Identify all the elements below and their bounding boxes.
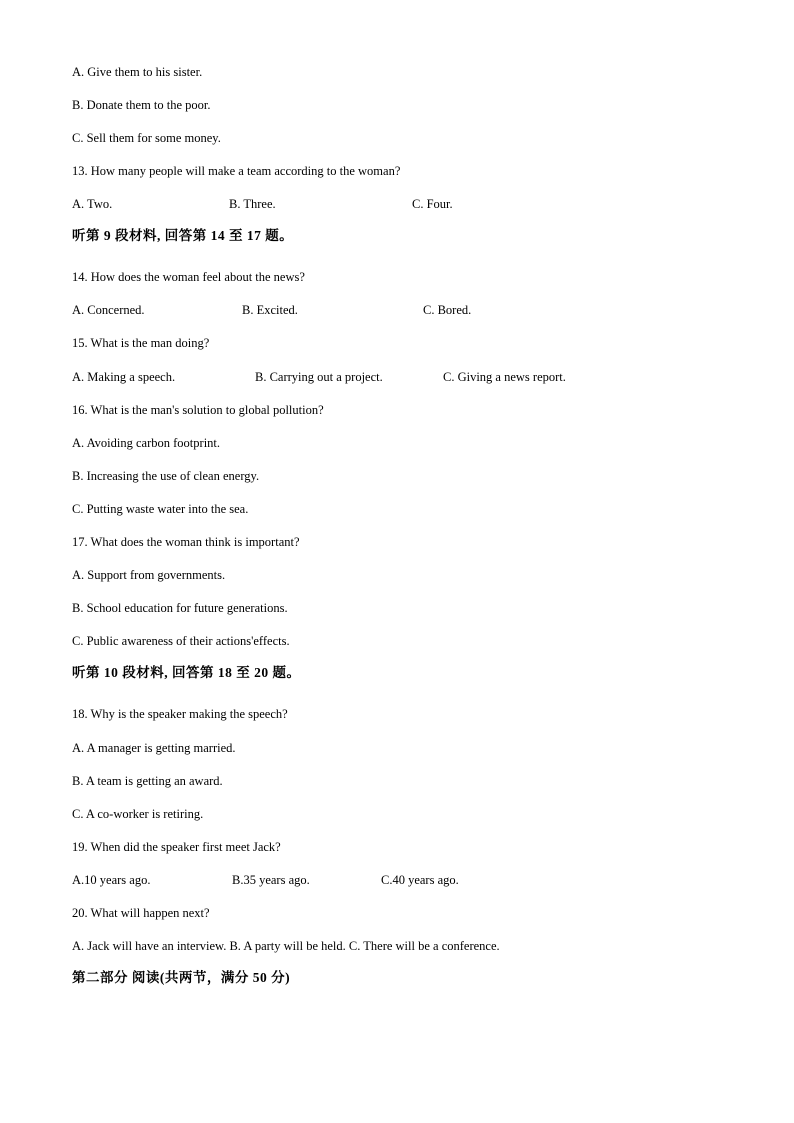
- q15-question: 15. What is the man doing?: [72, 336, 210, 350]
- q12-option-c: C. Sell them for some money.: [72, 131, 221, 145]
- q13-question: 13. How many people will make a team according to the woman?: [72, 164, 401, 178]
- q18-option-b: B. A team is getting an award.: [72, 774, 223, 788]
- q12-option-b: B. Donate them to the poor.: [72, 98, 211, 112]
- q13-option-b: B. Three.: [229, 197, 276, 211]
- q19-question: 19. When did the speaker first meet Jack?: [72, 840, 281, 854]
- section-9-heading: 听第 9 段材料, 回答第 14 至 17 题。: [72, 228, 294, 243]
- q16-option-a: A. Avoiding carbon footprint.: [72, 436, 221, 450]
- q17-question: 17. What does the woman think is important?: [72, 535, 300, 549]
- q13-option-c: C. Four.: [412, 197, 453, 211]
- q18-option-c: C. A co-worker is retiring.: [72, 807, 204, 821]
- q14-question: 14. How does the woman feel about the news?: [72, 270, 305, 284]
- q17-option-c: C. Public awareness of their actions'effects.: [72, 634, 290, 648]
- q16-question: 16. What is the man's solution to global pollution?: [72, 403, 324, 417]
- q15-option-a: A. Making a speech.: [72, 370, 176, 384]
- q13-option-a: A. Two.: [72, 197, 113, 211]
- q17-option-b: B. School education for future generations.: [72, 601, 288, 615]
- q19-option-c: C.40 years ago.: [381, 873, 459, 887]
- q19-option-a: A.10 years ago.: [72, 873, 151, 887]
- q14-option-c: C. Bored.: [423, 303, 472, 317]
- q18-option-a: A. A manager is getting married.: [72, 741, 236, 755]
- q20-options: A. Jack will have an interview. B. A party will be held. C. There will be a conference.: [72, 939, 500, 953]
- q15-option-b: B. Carrying out a project.: [255, 370, 383, 384]
- q15-option-c: C. Giving a news report.: [443, 370, 566, 384]
- q12-option-a: A. Give them to his sister.: [72, 65, 203, 79]
- q18-question: 18. Why is the speaker making the speech?: [72, 707, 288, 721]
- part-2-heading: 第二部分 阅读(共两节，满分 50 分): [72, 970, 291, 985]
- section-10-heading: 听第 10 段材料, 回答第 18 至 20 题。: [72, 665, 301, 680]
- q16-option-b: B. Increasing the use of clean energy.: [72, 469, 260, 483]
- q19-option-b: B.35 years ago.: [232, 873, 310, 887]
- q14-option-a: A. Concerned.: [72, 303, 145, 317]
- q14-option-b: B. Excited.: [242, 303, 298, 317]
- q20-question: 20. What will happen next?: [72, 906, 210, 920]
- q17-option-a: A. Support from governments.: [72, 568, 226, 582]
- q16-option-c: C. Putting waste water into the sea.: [72, 502, 249, 516]
